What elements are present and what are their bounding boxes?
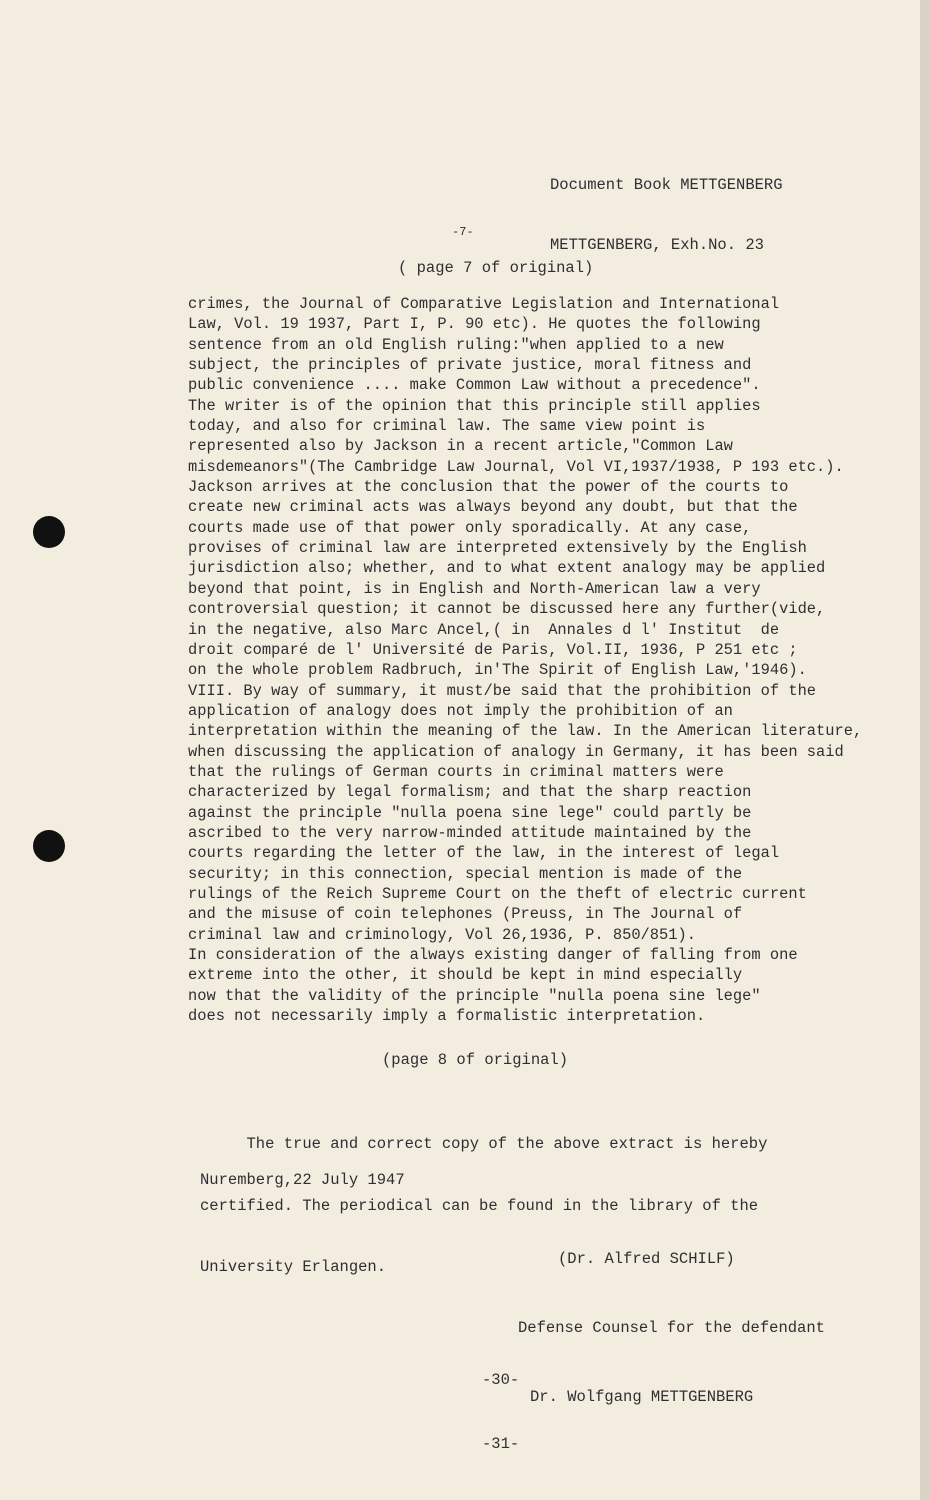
body-line: security; in this connection, special mention is made of the <box>188 864 743 883</box>
body-line: Law, Vol. 19 1937, Part I, P. 90 etc). He quotes the following <box>188 315 761 334</box>
punch-hole <box>33 516 65 548</box>
body-line: misdemeanors"(The Cambridge Law Journal, Vol VI,1937/1938, P 193 etc.). <box>188 457 844 476</box>
body-line: against the principle "nulla poena sine lege" could partly be <box>188 803 752 822</box>
body-line: create new criminal acts was always beyond any doubt, but that the <box>188 498 798 517</box>
body-line: crimes, the Journal of Comparative Legislation and International <box>188 295 780 313</box>
body-line: Jackson arrives at the conclusion that the power of the courts to <box>188 478 789 497</box>
body-line: now that the validity of the principle "nulla poena sine lege" <box>188 986 761 1005</box>
defendant-name: Dr. Wolfgang METTGENBERG <box>530 1388 754 1406</box>
body-line: beyond that point, is in English and North-American law a very <box>188 579 761 598</box>
page-numbers <box>482 1328 519 1496</box>
body-line: provises of criminal law are interpreted extensively by the English <box>188 539 807 558</box>
body-line: that the rulings of German courts in criminal matters were <box>188 762 724 781</box>
body-line: characterized by legal formalism; and that the sharp reaction <box>188 783 752 802</box>
body-line: In consideration of the always existing danger of falling from one <box>188 946 798 964</box>
section-dash: -7- <box>452 225 474 239</box>
paper-edge <box>920 0 930 1500</box>
certification-line: certified. The periodical can be found in the library of the <box>200 1196 759 1215</box>
body-line: criminal law and criminology, Vol 26,1936, P. 850/851). <box>188 925 696 944</box>
page-note-bottom: (page 8 of original) <box>382 1051 569 1069</box>
body-line: does not necessarily imply a formalistic interpretation. <box>188 1007 706 1026</box>
body-line: controversial question; it cannot be discussed here any further(vide, <box>188 600 826 619</box>
signatory-name: (Dr. Alfred SCHILF) <box>558 1250 735 1268</box>
certification-line: University Erlangen. <box>200 1258 387 1276</box>
body-line: rulings of the Reich Supreme Court on the theft of electric current <box>188 884 807 903</box>
signature-block <box>518 1205 825 1452</box>
page-number: -30- <box>482 1371 520 1389</box>
body-line: today, and also for criminal law. The same view point is <box>188 417 706 436</box>
body-line: droit comparé de l' Université de Paris, Vol.II, 1936, P 251 etc ; <box>188 640 798 659</box>
certification-line: The true and correct copy of the above extract is hereby <box>200 1135 768 1153</box>
body-line: courts regarding the letter of the law, in the interest of legal <box>188 844 780 863</box>
body-line: The writer is of the opinion that this principle still applies <box>188 396 761 415</box>
body-line: represented also by Jackson in a recent article,"Common Law <box>188 437 733 456</box>
punch-hole <box>33 830 65 862</box>
body-line: on the whole problem Radbruch, in'The Spirit of English Law,'1946). <box>188 661 807 680</box>
body-line: and the misuse of coin telephones (Preuss, in The Journal of <box>188 905 743 924</box>
body-line: jurisdiction also; whether, and to what extent analogy may be applied <box>188 559 826 578</box>
body-line: sentence from an old English ruling:"when applied to a new <box>188 335 724 354</box>
body-line: courts made use of that power only sporadically. At any case, <box>188 518 752 537</box>
body-line: ascribed to the very narrow-minded attitude maintained by the <box>188 823 752 842</box>
body-line: VIII. By way of summary, it must/be said that the prohibition of the <box>188 681 817 700</box>
body-line: in the negative, also Marc Ancel,( in Annales d l' Institut de <box>188 620 780 639</box>
body-line: subject, the principles of private justice, moral fitness and <box>188 356 752 375</box>
page-number: -31- <box>482 1435 520 1453</box>
header-exhibit-number: METTGENBERG, Exh.No. 23 <box>550 236 764 254</box>
body-text <box>188 294 862 1026</box>
place-date: Nuremberg,22 July 1947 <box>200 1171 405 1189</box>
header-document-book: Document Book METTGENBERG <box>550 176 783 194</box>
page-note-top: ( page 7 of original) <box>398 259 594 277</box>
signatory-role: Defense Counsel for the defendant <box>518 1319 825 1337</box>
body-line: application of analogy does not imply the prohibition of an <box>188 701 733 720</box>
body-line: when discussing the application of analogy in Germany, it has been said <box>188 742 844 761</box>
body-line: extreme into the other, it should be kept in mind especially <box>188 966 743 985</box>
body-line: interpretation within the meaning of the law. In the American literature, <box>188 722 863 741</box>
body-line: public convenience .... make Common Law without a precedence". <box>188 376 761 395</box>
